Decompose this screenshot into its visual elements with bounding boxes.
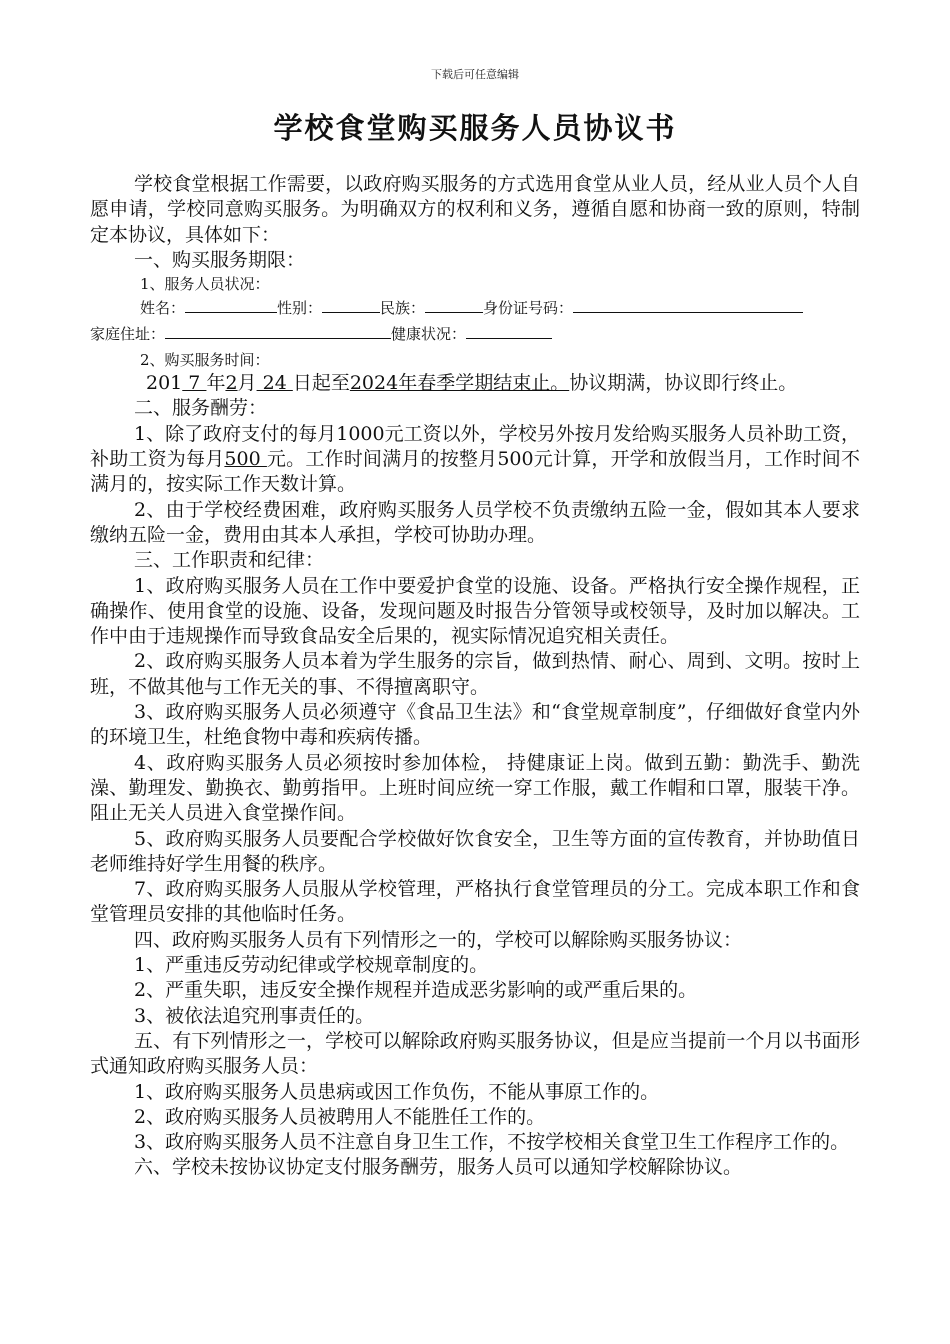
intro-paragraph: 学校食堂根据工作需要，以政府购买服务的方式选用食堂从业人员，经从业人员个人自愿申请，学校同意购买服务。为明确双方的权利和义务，遵循自愿和协商一致的原则，特制定本协议，具体如下： <box>90 173 860 246</box>
date-prefix: 201 <box>146 372 183 395</box>
section-3-heading: 三、工作职责和纪律： <box>134 549 325 572</box>
section-2-item-2: 2、由于学校经费困难，政府购买服务人员学校不负责缴纳五险一金，假如其本人要求缴纳五险一金，费用由其本人承担，学校可协助办理。 <box>90 498 860 546</box>
form-line-2 <box>90 321 860 347</box>
date-day-label: 日起至 <box>292 372 350 395</box>
address-field[interactable] <box>165 324 391 339</box>
gender-label: 性别： <box>277 299 323 318</box>
gender-field[interactable] <box>322 298 380 313</box>
section-3-item: 1、政府购买服务人员在工作中要爱护食堂的设施、设备。严格执行安全操作规程，正确操作、使用食堂的设施、设备，发现问题及时报告分管领导或校领导，及时加以解决。工作中由于违规操作而导致食品安全后果的，视实际情况追究相关责任。 <box>90 574 860 648</box>
section-3-item: 3、政府购买服务人员必须遵守《食品卫生法》和“食堂规章制度”，仔细做好食堂内外的环境卫生，杜绝食物中毒和疾病传播。 <box>90 701 860 749</box>
header-note: 下载后可任意编辑 <box>431 68 519 81</box>
section-3-item: 5、政府购买服务人员要配合学校做好饮食安全，卫生等方面的宣传教育，并协助值日老师维持好学生用餐的秩序。 <box>90 827 860 875</box>
section-5-item: 1、政府购买服务人员患病或因工作负伤，不能从事原工作的。 <box>134 1080 660 1103</box>
section-4-item: 1、严重违反劳动纪律或学校规章制度的。 <box>134 954 489 977</box>
health-label: 健康状况： <box>391 325 467 344</box>
date-year-value: 7 <box>182 372 207 395</box>
section-2-heading: 二、服务酬劳： <box>134 397 268 420</box>
date-month-label: 月 <box>237 372 257 395</box>
section-5-heading: 五、有下列情形之一，学校可以解除政府购买服务协议，但是应当提前一个月以书面形式通知政府购买服务人员： <box>90 1029 860 1078</box>
section-2-item-1-text-a: 1、除了政府支付的每月1000元工资以外，学校另外按月发给购买服务人员补助工资，补助工资为每月 <box>90 422 860 471</box>
section-5-item: 2、政府购买服务人员被聘用人不能胜任工作的。 <box>134 1105 546 1128</box>
section-4-item: 3、被依法追究刑事责任的。 <box>134 1004 375 1027</box>
ethnic-field[interactable] <box>425 298 483 313</box>
service-date-paragraph <box>90 371 860 396</box>
subsidy-amount: 500 <box>224 448 267 471</box>
section-3-item: 2、政府购买服务人员本着为学生服务的宗旨，做到热情、耐心、周到、文明。按时上班，不做其他与工作无关的事、不得擅离职守。 <box>90 650 860 698</box>
section-2-item-1-text-b: 元。工作时间满月的按整月500元计算，开学和放假当月，工作时间不满月的，按实际工作天数计算。 <box>90 448 860 496</box>
section-4-heading: 四、政府购买服务人员有下列情形之一的，学校可以解除购买服务协议： <box>134 928 743 951</box>
date-suffix: 协议期满，协议即行终止。 <box>569 372 798 395</box>
section-1-sub1: 1、服务人员状况： <box>140 275 270 294</box>
name-label: 姓名： <box>140 299 186 318</box>
health-field[interactable] <box>466 324 552 339</box>
id-number-field[interactable] <box>573 298 803 313</box>
section-5-item: 3、政府购买服务人员不注意自身卫生工作，不按学校相关食堂卫生工作程序工作的。 <box>134 1131 850 1154</box>
section-4-item: 2、严重失职，违反安全操作规程并造成恶劣影响的或严重后果的。 <box>134 979 698 1002</box>
section-1-sub2: 2、购买服务时间： <box>140 351 270 370</box>
section-1-heading: 一、购买服务期限： <box>134 248 306 271</box>
section-3-item: 7、政府购买服务人员服从学校管理，严格执行食堂管理员的分工。完成本职工作和食堂管理员安排的其他临时任务。 <box>90 878 860 926</box>
section-6: 六、学校未按协议协定支付服务酬劳，服务人员可以通知学校解除协议。 <box>134 1156 743 1179</box>
document-body <box>90 172 860 1181</box>
address-label: 家庭住址： <box>90 325 166 344</box>
date-day-value: 24 <box>256 372 293 395</box>
date-month-value: 2 <box>225 372 238 395</box>
id-label: 身份证号码： <box>483 299 574 318</box>
document-title: 学校食堂购买服务人员协议书 <box>273 111 677 145</box>
ethnic-label: 民族： <box>380 299 426 318</box>
date-end: 2024年春季学期结束止。 <box>349 372 570 395</box>
section-2-item-1 <box>90 422 860 498</box>
form-line-1 <box>90 295 860 321</box>
name-field[interactable] <box>185 298 277 313</box>
section-3-item: 4、政府购买服务人员必须按时参加体检， 持健康证上岗。做到五勤：勤洗手、勤洗澡、勤理发、勤换衣、勤剪指甲。上班时间应统一穿工作服，戴工作帽和口罩，服装干净。阻止无关人员进入食堂操作间。 <box>90 751 860 825</box>
date-year-label: 年 <box>206 372 226 395</box>
